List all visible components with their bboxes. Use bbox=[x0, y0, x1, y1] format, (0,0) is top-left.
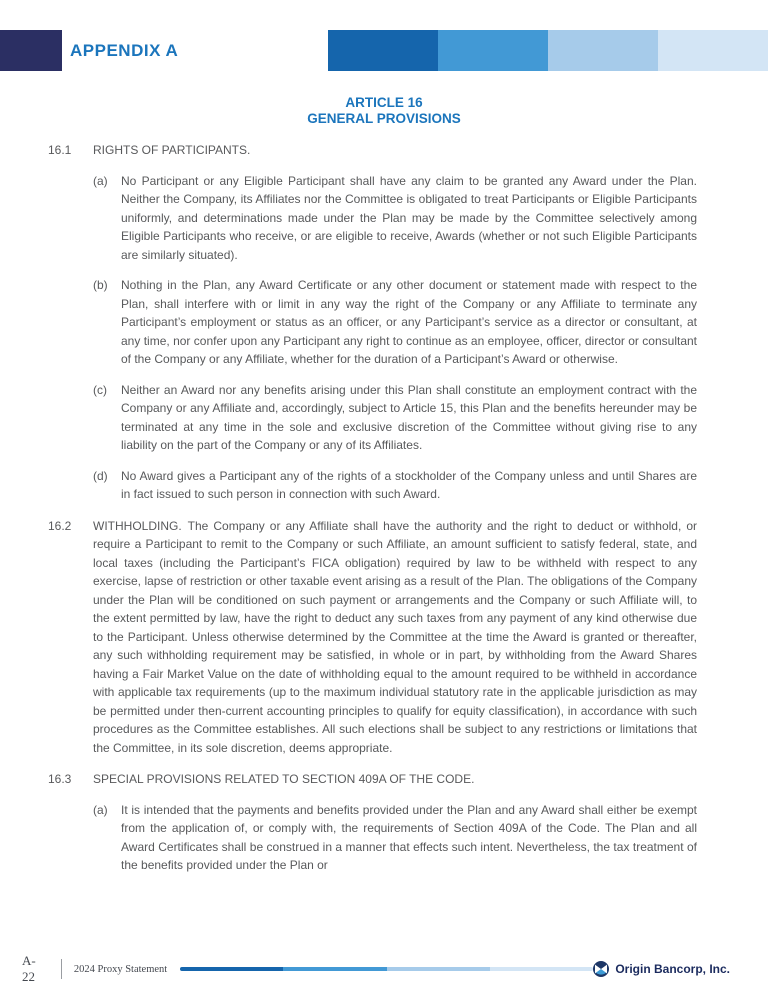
header-gradient-bar bbox=[328, 30, 768, 71]
section-16-3 bbox=[48, 770, 697, 875]
subsection-d bbox=[93, 467, 697, 504]
section-heading: WITHHOLDING. bbox=[93, 518, 182, 533]
subsection-b bbox=[93, 276, 697, 369]
article-subtitle: GENERAL PROVISIONS bbox=[307, 111, 461, 126]
gradient-segment-2 bbox=[283, 967, 386, 972]
appendix-label: APPENDIX A bbox=[70, 40, 179, 60]
subsection-text: It is intended that the payments and benefits provided under the Plan and any Award shall either be exempt from the application of, or comply with, the requirements of Section 409A of the Code. The Plan and all Award Certificates shall be construed in a manner that effects such intent. Nevertheless, the tax treatment of the benefits provided under the Plan or bbox=[121, 802, 697, 872]
subsection-letter: (a) bbox=[93, 802, 108, 817]
doc-label: 2024 Proxy Statement bbox=[73, 963, 168, 975]
page-header bbox=[0, 30, 768, 71]
gradient-segment-4 bbox=[490, 967, 593, 972]
section-heading: RIGHTS OF PARTICIPANTS. bbox=[93, 143, 251, 157]
section-content bbox=[93, 770, 697, 875]
section-content bbox=[93, 517, 697, 758]
section-paragraph bbox=[93, 517, 697, 758]
gradient-segment-3 bbox=[548, 30, 658, 71]
document-body bbox=[0, 141, 768, 875]
section-16-2 bbox=[48, 517, 697, 758]
gradient-segment-3 bbox=[387, 967, 490, 972]
gradient-segment-4 bbox=[658, 30, 768, 71]
subsection-c bbox=[93, 381, 697, 455]
header-navy-block bbox=[0, 30, 62, 71]
section-body-text: The Company or any Affiliate shall have the authority and the right to deduct or withhold, or require a Participant to remit to the Company or such Affiliate, an amount sufficient to satisfy federal, state, and local taxes (including the Participant’s FICA obligation) required by law to be withheld with respect to any exercise, lapse of restriction or other taxable event arising as a result of the Plan. The obligations of the Company under the Plan will be conditioned on such payment or arrangements and the Company or such Affiliate will, to the extent permitted by law, have the right to deduct any such taxes from any payment of any kind otherwise due to the Participant. Unless otherwise determined by the Committee at the time the Award is granted or thereafter, any such withholding requirement may be satisfied, in whole or in part, by withholding from the Award Shares having a Fair Market Value on the date of withholding equal to the amount required to be withheld in accordance with applicable tax requirements (up to the maximum individual statutory rate in the applicable jurisdiction as may be permitted under then-current accounting principles to qualify for equity classification), in accordance with such procedures as the Committee establishes. All such elections shall be subject to any restrictions or limitations that the Committee, in its sole discretion, deems appropriate. bbox=[93, 518, 697, 755]
section-number: 16.3 bbox=[48, 772, 72, 786]
subsection-letter: (a) bbox=[93, 173, 108, 188]
footer-gradient-bar bbox=[180, 967, 593, 972]
subsection-letter: (b) bbox=[93, 278, 108, 292]
subsection-a bbox=[93, 801, 697, 875]
section-content bbox=[93, 141, 697, 504]
gradient-segment-2 bbox=[438, 30, 548, 71]
gradient-segment-1 bbox=[328, 30, 438, 71]
page-number: A-22 bbox=[22, 953, 36, 984]
gradient-segment-1 bbox=[180, 967, 283, 972]
subsection-text: No Award gives a Participant any of the rights of a stockholder of the Company unless and until Shares are in fact issued to such person in connection with such Award. bbox=[121, 468, 697, 501]
section-number: 16.1 bbox=[48, 143, 72, 157]
section-number: 16.2 bbox=[48, 518, 72, 533]
subsection-a bbox=[93, 172, 697, 265]
company-name: Origin Bancorp, Inc. bbox=[615, 962, 730, 976]
section-16-1 bbox=[48, 141, 697, 504]
page-footer bbox=[0, 953, 768, 984]
subsection-text: Nothing in the Plan, any Award Certificate or any other document or statement made with respect to the Plan, shall interfere with or limit in any way the right of the Company or any Affiliate to terminate any Participant’s employment or status as an officer, or any Participant’s service as a director or consultant, at any time, nor confer upon any Participant any right to continue as an employee, officer, director or consultant of the Company or any Affiliate, whether for the duration of a Participant’s Award or otherwise. bbox=[121, 278, 697, 366]
footer-divider bbox=[61, 959, 62, 979]
section-heading: SPECIAL PROVISIONS RELATED TO SECTION 409A OF THE CODE. bbox=[93, 772, 475, 786]
subsection-letter: (c) bbox=[93, 382, 107, 397]
article-title-block bbox=[0, 95, 768, 127]
article-number: ARTICLE 16 bbox=[345, 95, 423, 110]
subsection-text: No Participant or any Eligible Participant shall have any claim to be granted any Award under the Plan. Neither the Company, its Affiliates nor the Committee is obligated to treat Participants or Eligible Participants uniformly, and determinations made under the Plan may be made by the Committee selectively among Eligible Participants who receive, or are eligible to receive, Awards (whether or not such Eligible Participants are similarly situated). bbox=[121, 173, 697, 262]
subsection-text: Neither an Award nor any benefits arising under this Plan shall constitute an employment contract with the Company or any Affiliate and, accordingly, subject to Article 15, this Plan and the benefits hereunder may be terminated at any time in the sole and exclusive discretion of the Committee without giving rise to any liability on the part of the Company or any of its Affiliates. bbox=[121, 382, 697, 452]
subsection-letter: (d) bbox=[93, 468, 108, 483]
origin-bancorp-logo-icon bbox=[593, 961, 609, 977]
footer-branding bbox=[593, 961, 730, 977]
